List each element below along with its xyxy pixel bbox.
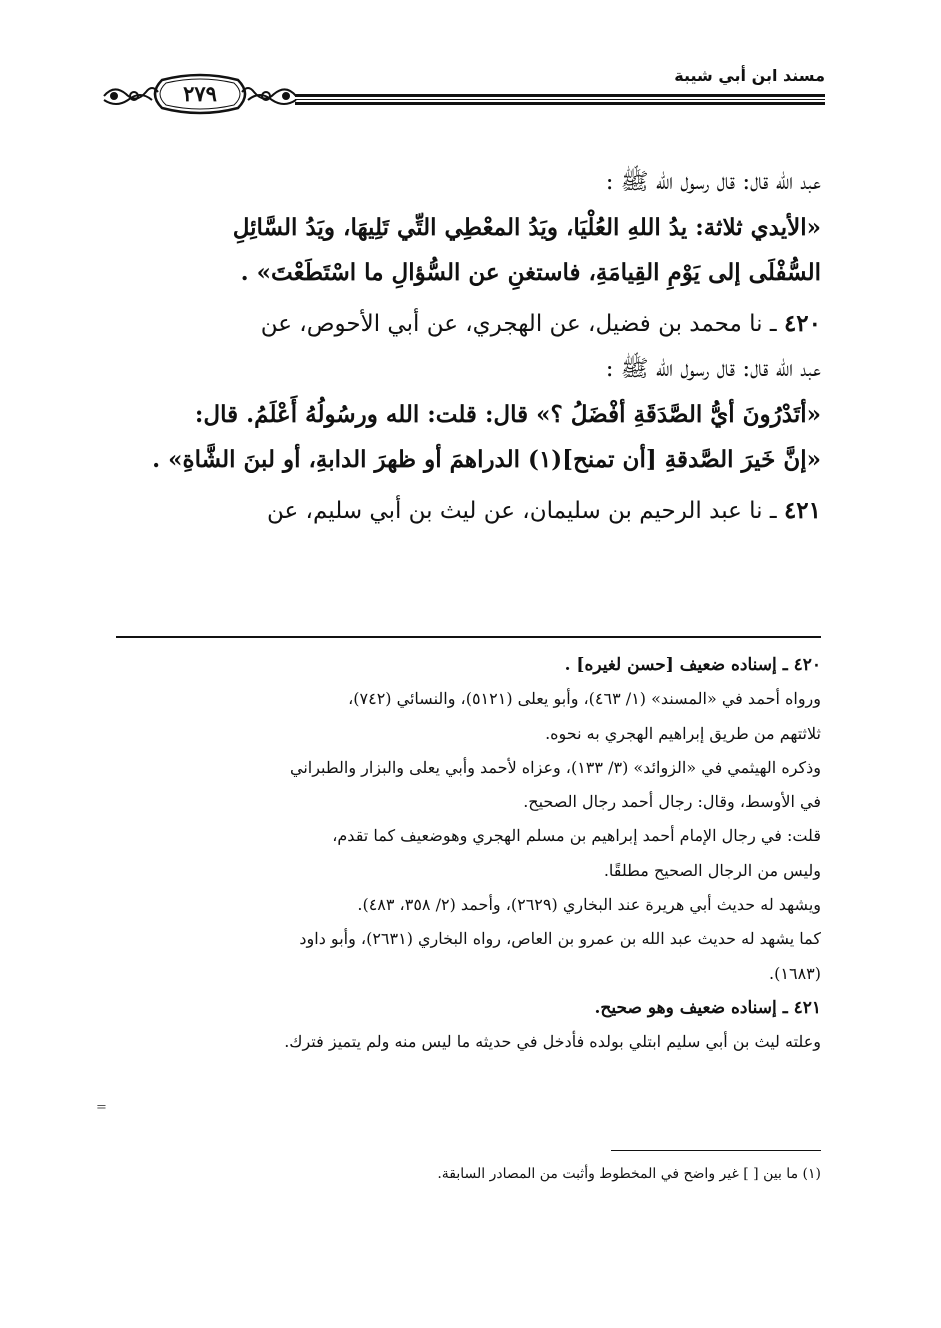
margin-mark: = — [96, 1100, 107, 1115]
header-rules — [295, 94, 825, 105]
note-heading: ٤٢٠ ـ إسناده ضعيف [حسن لغيره] . — [564, 655, 821, 675]
hadith-number: ٤٢١ — [783, 497, 821, 524]
isnad-text: ـ نا عبد الرحيم بن سليمان، عن ليث بن أبي سليم، عن — [266, 498, 784, 524]
hadith-text: «أتَدْرُونَ أيُّ الصَّدَقَةِ أفْضَلُ ؟» قال: قلت: الله ورسُولُهُ أَعْلَمُ. قال: — [194, 401, 821, 428]
text-line: عبد الله قال: قال رسول الله ﷺ : — [605, 356, 821, 382]
takhrij-notes — [116, 648, 821, 1060]
note-line: قلت: في رجال الإمام أحمد إبراهيم بن مسلم الهجري وهوضعيف كما تقدم، — [332, 826, 821, 846]
hadith-text: «إنَّ خَيرَ الصَّدقةِ [أن تمنح](١) الدراهمَ أو ظهرَ الدابةِ، أو لبنَ الشَّاةِ» . — [152, 446, 821, 473]
note-line: في الأوسط، وقال: رجال أحمد رجال الصحيح. — [523, 792, 821, 812]
isnad-text: ـ نا محمد بن فضيل، عن الهجري، عن أبي الأحوص، عن — [260, 311, 784, 337]
note-line: كما يشهد له حديث عبد الله بن عمرو بن العاص، رواه البخاري (٢٦٣١)، وأبو داود — [299, 929, 821, 949]
note-line: (١٦٨٣). — [769, 963, 821, 983]
note-line: ويشهد له حديث أبي هريرة عند البخاري (٢٦٢٩)، وأحمد (٢/ ٣٥٨، ٤٨٣). — [357, 895, 821, 915]
text-line: عبد الله قال: قال رسول الله ﷺ : — [605, 169, 821, 195]
hadith-text: السُّفْلَى إلى يَوْمِ القِيامَةِ، فاستغنِ عن السُّؤالِ ما اسْتَطَعْتَ» . — [240, 259, 821, 286]
page-number: ٢٧٩ — [183, 80, 217, 106]
note-line: ثلاثتهم من طريق إبراهيم الهجري به نحوه. — [545, 723, 821, 743]
hadith-entry-421 — [116, 488, 821, 534]
page-header — [100, 58, 825, 118]
footnote-divider — [611, 1150, 821, 1151]
note-heading: ٤٢١ ـ إسناده ضعيف وهو صحيح. — [594, 997, 821, 1018]
notes-divider — [116, 636, 821, 638]
note-line: ورواه أحمد في «المسند» (١/ ٤٦٣)، وأبو يعلى (٥١٢١)، والنسائي (٧٤٢)، — [348, 689, 821, 709]
main-text — [116, 160, 821, 534]
hadith-entry-420 — [116, 301, 821, 347]
footnote: (١) ما بين [ ] غير واضح في المخطوط وأثبت من المصادر السابقة. — [437, 1166, 821, 1182]
note-line: وليس من الرجال الصحيح مطلقًا. — [603, 860, 821, 880]
hadith-text: «الأيدي ثلاثة: يدُ اللهِ العُلْيَا، ويَدُ المعْطِي التِّي تَلِيهَا، ويَدُ السَّائِلِ — [232, 214, 821, 241]
book-title: مسند ابن أبي شيبة — [674, 66, 825, 85]
note-line: وذكره الهيثمي في «الزوائد» (٣/ ١٣٣)، وعزاه لأحمد وأبي يعلى والبزار والطبراني — [289, 757, 821, 777]
hadith-number: ٤٢٠ — [783, 310, 821, 337]
note-line: وعلته ليث بن أبي سليم ابتلي بولده فأدخل في حديثه ما ليس منه ولم يتميز فترك. — [284, 1032, 821, 1052]
